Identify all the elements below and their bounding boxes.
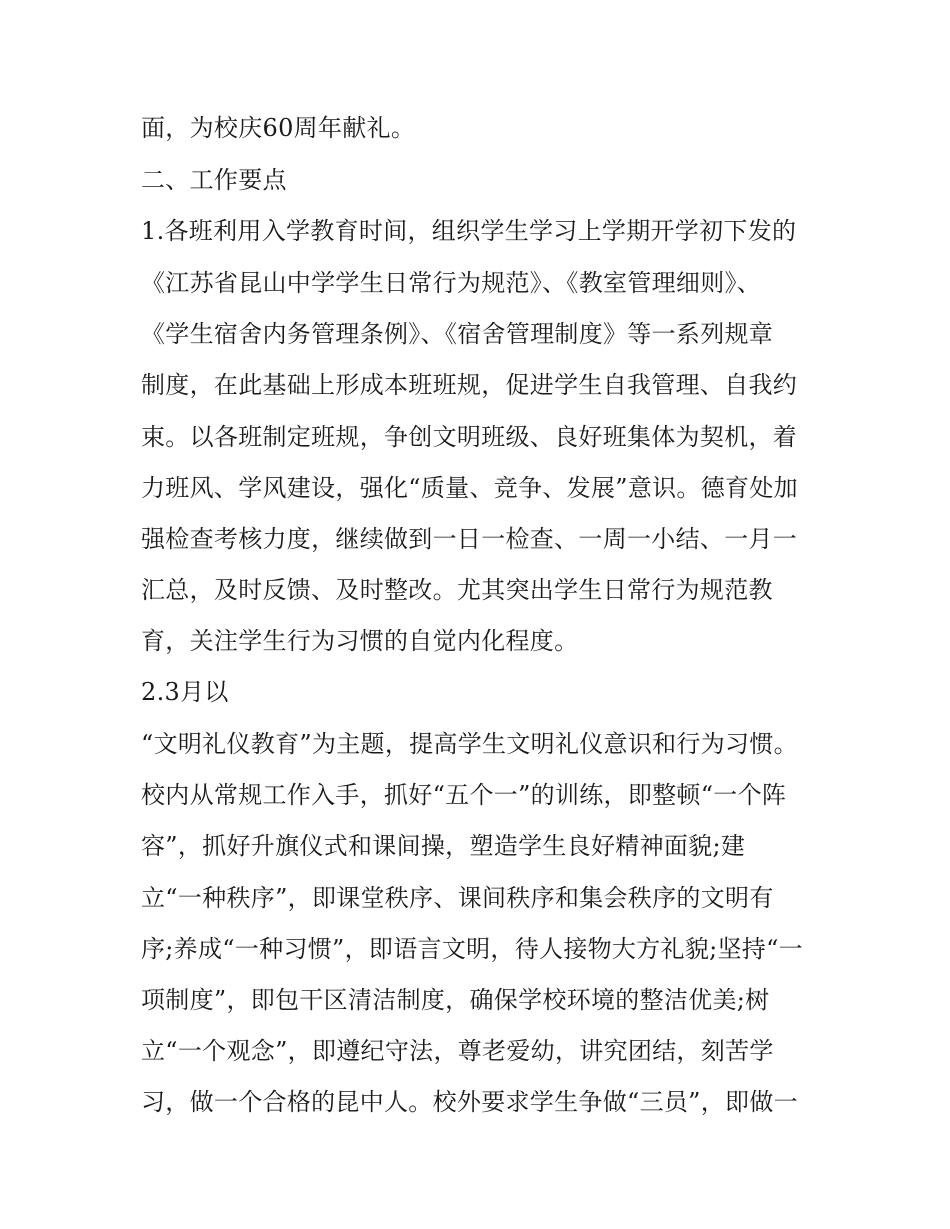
- text-line: 1.各班利用入学教育时间，组织学生学习上学期开学初下发的: [141, 217, 797, 245]
- text-line: 习，做一个合格的昆中人。校外要求学生争做“三员”，即做一: [141, 1088, 798, 1116]
- text-line: 《江苏省昆山中学学生日常行为规范》、《教室管理细则》、: [141, 269, 762, 297]
- text-line: 面，为校庆60周年献礼。: [141, 114, 416, 142]
- text-line: “文明礼仪教育”为主题，提高学生文明礼仪意识和行为习惯。: [141, 730, 798, 758]
- text-line: 序;养成“一种习惯”，即语言文明，待人接物大方礼貌;坚持“一: [141, 935, 803, 963]
- text-line: 育，关注学生行为习惯的自觉内化程度。: [141, 627, 579, 655]
- text-line: 强检查考核力度，继续做到一日一检查、一周一小结、一月一: [141, 525, 798, 553]
- text-line: 汇总，及时反馈、及时整改。尤其突出学生日常行为规范教: [141, 576, 773, 604]
- text-line: 容”，抓好升旗仪式和课间操，塑造学生良好精神面貌;建: [141, 832, 746, 860]
- text-line: 力班风、学风建设，强化“质量、竞争、发展”意识。德育处加: [141, 474, 798, 502]
- text-line: 2.3月以: [141, 678, 229, 706]
- text-line: 制度，在此基础上形成本班班规，促进学生自我管理、自我约: [141, 371, 798, 399]
- text-line: 束。以各班制定班规，争创文明班级、良好班集体为契机，着: [141, 423, 798, 451]
- text-line: 校内从常规工作入手，抓好“五个一”的训练，即整顿“一个阵: [141, 781, 787, 809]
- text-line: 《学生宿舍内务管理条例》、《宿舍管理制度》等一系列规章: [141, 320, 774, 348]
- text-line: 立“一种秩序”，即课堂秩序、课间秩序和集会秩序的文明有: [141, 884, 774, 912]
- text-line: 项制度”，即包干区清洁制度，确保学校环境的整洁优美;树: [141, 986, 770, 1014]
- text-line: 立“一个观念”，即遵纪守法，尊老爱幼，讲究团结，刻苦学: [141, 1037, 774, 1065]
- section-heading: 二、工作要点: [141, 166, 287, 194]
